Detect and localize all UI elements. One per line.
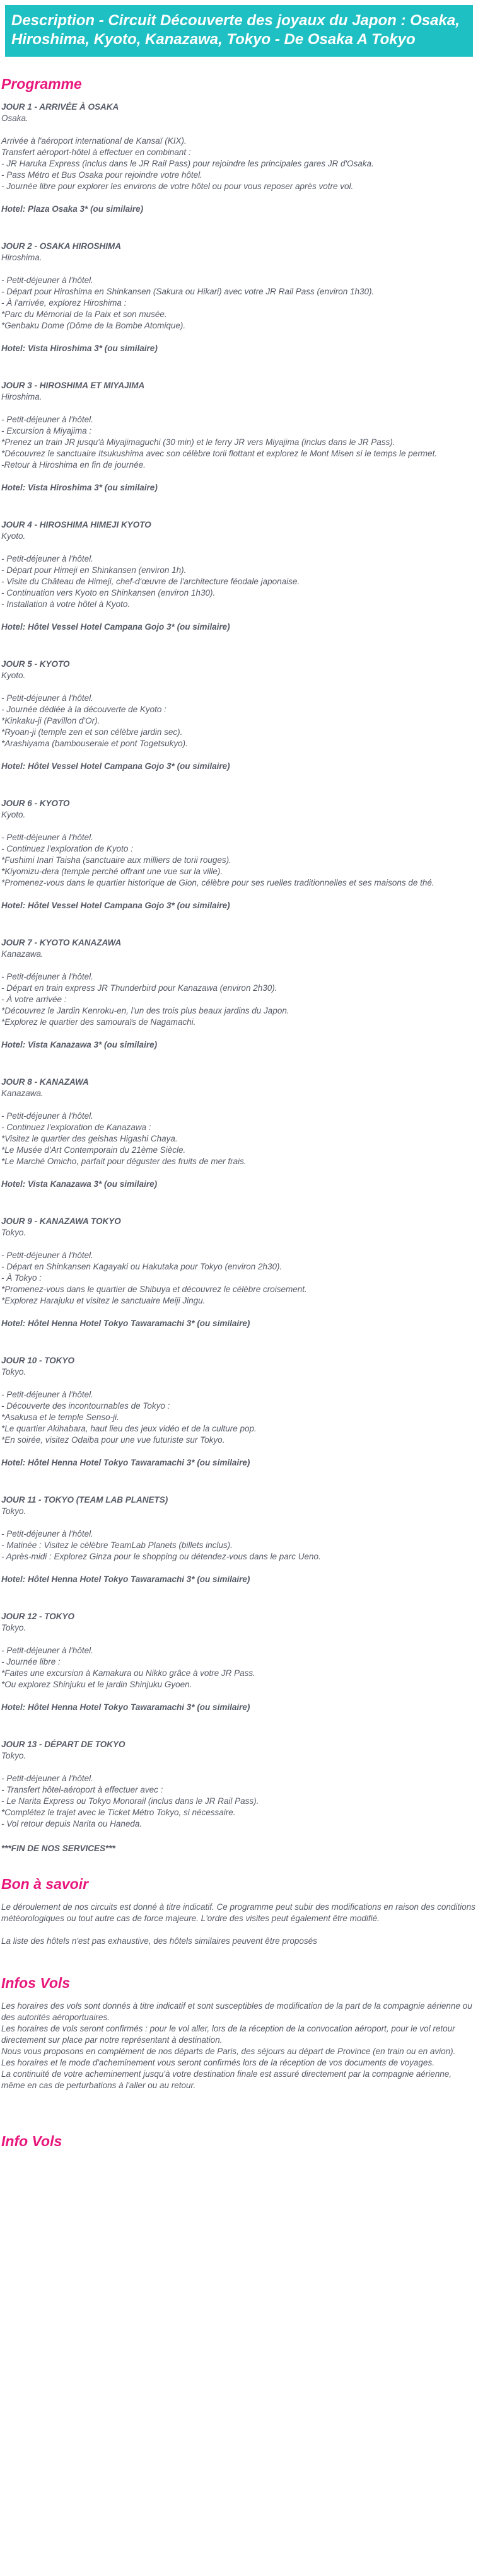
day-line: *Explorez le quartier des samouraïs de Nagamachi. xyxy=(1,1017,196,1027)
day-line: - JR Haruka Express (inclus dans le JR Rail Pass) pour rejoindre les principales gares JR d'Osaka. xyxy=(1,159,374,168)
day-line: - Continuez l'exploration de Kanazawa : xyxy=(1,1123,151,1132)
day-line: *Fushimi Inari Taisha (sanctuaire aux milliers de torii rouges). xyxy=(1,855,231,865)
day-block xyxy=(1,519,477,633)
section-bon-a-savoir xyxy=(0,1876,478,1947)
day-line: *Le quartier Akihabara, haut lieu des jeux vidéo et de la culture pop. xyxy=(1,1424,257,1433)
section-programme xyxy=(0,76,478,1854)
day-hotel: Hotel: Hôtel Vessel Hotel Campana Gojo 3* (ou similaire) xyxy=(1,901,230,910)
day-city: Tokyo. xyxy=(1,1506,26,1516)
day-title: JOUR 1 - ARRIVÉE À OSAKA xyxy=(1,102,119,112)
day-line: - Petit-déjeuner à l'hôtel. xyxy=(1,415,93,424)
day-line: *Ou explorez Shinjuku et le jardin Shinjuku Gyoen. xyxy=(1,1680,192,1689)
day-hotel: Hotel: Hôtel Henna Hotel Tokyo Tawaramachi 3* (ou similaire) xyxy=(1,1702,250,1712)
day-title: JOUR 12 - TOKYO xyxy=(1,1612,75,1621)
day-city: Kyoto. xyxy=(1,531,26,541)
day-line: *Arashiyama (bambouseraie et pont Togetsukyo). xyxy=(1,739,188,748)
day-line: - Petit-déjeuner à l'hôtel. xyxy=(1,275,93,285)
day-line: *Prenez un train JR jusqu'à Miyajimaguchi (30 min) et le ferry JR vers Miyajima (inclus dans le JR Pass). xyxy=(1,437,395,447)
infos-vols-line: Les horaires de vols seront confirmés : pour le vol aller, lors de la réception de la convocation aéroport, pour le vol retour directement sur place par notre représentant à destination. xyxy=(1,2024,455,2045)
day-city: Kanazawa. xyxy=(1,949,44,959)
day-line: - Pass Métro et Bus Osaka pour rejoindre votre hôtel. xyxy=(1,170,202,180)
day-line: - Petit-déjeuner à l'hôtel. xyxy=(1,1111,93,1121)
infos-vols-line: La continuité de votre acheminement jusqu'à votre destination finale est assuré directement par la compagnie aérienne, même en cas de perturbations à l'aller ou au retour. xyxy=(1,2069,452,2090)
day-hotel: Hotel: Hôtel Henna Hotel Tokyo Tawaramachi 3* (ou similaire) xyxy=(1,1574,250,1584)
day-city: Osaka. xyxy=(1,113,28,123)
day-line: *Promenez-vous dans le quartier historique de Gion, célèbre pour ses ruelles traditionnelles et ses maisons de thé. xyxy=(1,878,434,887)
day-hotel: Hotel: Hôtel Henna Hotel Tokyo Tawaramachi 3* (ou similaire) xyxy=(1,1319,250,1328)
page-title: Description - Circuit Découverte des joyaux du Japon : Osaka, Hiroshima, Kyoto, Kanazawa, Tokyo - De Osaka A Tokyo xyxy=(11,12,460,48)
end-of-services: ***FIN DE NOS SERVICES*** xyxy=(1,1844,115,1853)
day-line: - Petit-déjeuner à l'hôtel. xyxy=(1,833,93,842)
day-line: *En soirée, visitez Odaiba pour une vue futuriste sur Tokyo. xyxy=(1,1435,225,1445)
day-line: - Continuation vers Kyoto en Shinkansen (environ 1h30). xyxy=(1,588,216,598)
day-line: - Petit-déjeuner à l'hôtel. xyxy=(1,1646,93,1655)
day-line: - Départ en Shinkansen Kagayaki ou Hakutaka pour Tokyo (environ 2h30). xyxy=(1,1262,283,1271)
day-line: - Journée dédiée à la découverte de Kyoto : xyxy=(1,705,166,714)
day-line: - Petit-déjeuner à l'hôtel. xyxy=(1,1529,93,1539)
day-line: - Vol retour depuis Narita ou Haneda. xyxy=(1,1819,143,1828)
day-block xyxy=(1,1355,477,1469)
day-hotel: Hotel: Vista Kanazawa 3* (ou similaire) xyxy=(1,1040,158,1049)
day-line: *Genbaku Dome (Dôme de la Bombe Atomique). xyxy=(1,321,186,330)
infos-vols-text xyxy=(0,2001,478,2091)
day-line: *Faites une excursion à Kamakura ou Nikko grâce à votre JR Pass. xyxy=(1,1668,255,1678)
day-title: JOUR 13 - DÉPART DE TOKYO xyxy=(1,1740,125,1749)
day-line: - À votre arrivée : xyxy=(1,995,67,1004)
day-line: *Découvrez le sanctuaire Itsukushima avec son célèbre torii flottant et explorez le Mont Misen si le temps le permet. xyxy=(1,449,438,458)
day-hotel: Hotel: Hôtel Vessel Hotel Campana Gojo 3* (ou similaire) xyxy=(1,622,230,632)
day-line: *Découvrez le Jardin Kenroku-en, l'un des trois plus beaux jardins du Japon. xyxy=(1,1006,289,1015)
day-title: JOUR 10 - TOKYO xyxy=(1,1356,75,1365)
day-line: - Transfert hôtel-aéroport à effectuer avec : xyxy=(1,1785,163,1794)
bon-a-savoir-paragraph: Le déroulement de nos circuits est donné à titre indicatif. Ce programme peut subir des modifications en raison des conditions météorologiques ou tout autre cas de force majeure. L'ordre des visites peut également être modifié. xyxy=(1,1902,475,1923)
day-hotel: Hotel: Vista Hiroshima 3* (ou similaire) xyxy=(1,483,158,492)
day-line: *Le Musée d'Art Contemporain du 21ème Siècle. xyxy=(1,1145,186,1155)
day-city: Tokyo. xyxy=(1,1228,26,1237)
day-line: - Découverte des incontournables de Tokyo : xyxy=(1,1401,170,1411)
day-line: *Kiyomizu-dera (temple perché offrant une vue sur la ville). xyxy=(1,867,223,876)
day-title: JOUR 2 - OSAKA HIROSHIMA xyxy=(1,241,122,251)
infos-vols-title: Infos Vols xyxy=(1,1975,71,1991)
day-line: *Parc du Mémorial de la Paix et son musée. xyxy=(1,309,167,319)
day-city: Tokyo. xyxy=(1,1367,26,1377)
day-line: *Ryoan-ji (temple zen et son célèbre jardin sec). xyxy=(1,727,183,737)
day-line: - Petit-déjeuner à l'hôtel. xyxy=(1,1250,93,1260)
day-line: - Installation à votre hôtel à Kyoto. xyxy=(1,599,131,609)
infos-vols-line: Nous vous proposons en complément de nos départs de Paris, des séjours au départ de Province (en train ou en avion). xyxy=(1,2047,456,2056)
day-line: *Asakusa et le temple Senso-ji. xyxy=(1,1412,119,1422)
day-line: *Explorez Harajuku et visitez le sanctuaire Meiji Jingu. xyxy=(1,1296,206,1305)
day-city: Tokyo. xyxy=(1,1751,26,1760)
day-hotel: Hotel: Vista Kanazawa 3* (ou similaire) xyxy=(1,1179,158,1189)
bon-a-savoir-paragraph: La liste des hôtels n'est pas exhaustive, des hôtels similaires peuvent être proposés xyxy=(1,1936,317,1946)
day-line: - Petit-déjeuner à l'hôtel. xyxy=(1,554,93,563)
day-hotel: Hotel: Hôtel Henna Hotel Tokyo Tawaramachi 3* (ou similaire) xyxy=(1,1458,250,1467)
day-line: *Complétez le trajet avec le Ticket Métro Tokyo, si nécessaire. xyxy=(1,1808,236,1817)
day-block xyxy=(1,1611,477,1713)
day-city: Hiroshima. xyxy=(1,392,42,401)
day-block xyxy=(1,659,477,772)
day-title: JOUR 8 - KANAZAWA xyxy=(1,1077,89,1087)
section-info-vols xyxy=(0,2133,478,2150)
day-city: Kyoto. xyxy=(1,671,26,680)
day-line: Arrivée à l'aéroport international de Kansaï (KIX). xyxy=(1,136,187,146)
day-title: JOUR 4 - HIROSHIMA HIMEJI KYOTO xyxy=(1,520,151,529)
day-line: - Petit-déjeuner à l'hôtel. xyxy=(1,972,93,981)
day-line: - Matinée : Visitez le célèbre TeamLab Planets (billets inclus). xyxy=(1,1540,233,1550)
bon-a-savoir-title: Bon à savoir xyxy=(1,1876,89,1892)
infos-vols-line: Les horaires et le mode d'acheminement vous seront confirmés lors de la réception de vos documents de voyages. xyxy=(1,2058,434,2067)
day-title: JOUR 6 - KYOTO xyxy=(1,799,70,808)
day-block xyxy=(1,1216,477,1329)
day-line: - Journée libre : xyxy=(1,1657,61,1666)
day-title: JOUR 7 - KYOTO KANAZAWA xyxy=(1,938,122,947)
day-city: Hiroshima. xyxy=(1,253,42,262)
infos-vols-line: Les horaires des vols sont donnés à titre indicatif et sont susceptibles de modification de la part de la compagnie aérienne ou des autorités aéroportuaires. xyxy=(1,2001,472,2022)
day-line: Transfert aéroport-hôtel à effectuer en combinant : xyxy=(1,147,191,157)
day-title: JOUR 9 - KANAZAWA TOKYO xyxy=(1,1216,121,1226)
day-title: JOUR 11 - TOKYO (TEAM LAB PLANETS) xyxy=(1,1495,168,1505)
day-line: - Petit-déjeuner à l'hôtel. xyxy=(1,693,93,703)
day-line: - Continuez l'exploration de Kyoto : xyxy=(1,844,133,853)
banner xyxy=(5,5,473,57)
day-city: Kanazawa. xyxy=(1,1089,44,1098)
day-line: -Retour à Hiroshima en fin de journée. xyxy=(1,460,146,470)
day-line: - À l'arrivée, explorez Hiroshima : xyxy=(1,298,127,308)
day-line: - Départ en train express JR Thunderbird pour Kanazawa (environ 2h30). xyxy=(1,983,277,993)
day-line: - À Tokyo : xyxy=(1,1273,42,1283)
day-block xyxy=(1,1494,477,1585)
day-hotel: Hotel: Vista Hiroshima 3* (ou similaire) xyxy=(1,344,158,353)
day-block xyxy=(1,1739,477,1830)
day-block xyxy=(1,937,477,1051)
info-vols-title: Info Vols xyxy=(1,2133,62,2149)
day-block xyxy=(1,798,477,911)
day-block xyxy=(1,241,477,354)
day-city: Kyoto. xyxy=(1,810,26,819)
bon-a-savoir-text xyxy=(0,1902,478,1947)
day-hotel: Hotel: Hôtel Vessel Hotel Campana Gojo 3* (ou similaire) xyxy=(1,761,230,771)
day-line: - Excursion à Miyajima : xyxy=(1,426,92,436)
day-block xyxy=(1,101,477,215)
day-line: - Journée libre pour explorer les environs de votre hôtel ou pour vous reposer après votre vol. xyxy=(1,182,354,191)
programme-title: Programme xyxy=(1,76,82,92)
day-line: *Kinkaku-ji (Pavillon d'Or). xyxy=(1,716,100,725)
section-infos-vols xyxy=(0,1975,478,2091)
day-title: JOUR 5 - KYOTO xyxy=(1,659,70,669)
day-line: *Promenez-vous dans le quartier de Shibuya et découvrez le célèbre croisement. xyxy=(1,1285,307,1294)
day-line: - Départ pour Hiroshima en Shinkansen (Sakura ou Hikari) avec votre JR Rail Pass (environ 1h30). xyxy=(1,287,375,296)
day-line: - Visite du Château de Himeji, chef-d'œuvre de l'architecture féodale japonaise. xyxy=(1,577,300,586)
day-hotel: Hotel: Plaza Osaka 3* (ou similaire) xyxy=(1,204,144,214)
day-block xyxy=(1,1077,477,1190)
day-line: - Le Narita Express ou Tokyo Monorail (inclus dans le JR Rail Pass). xyxy=(1,1796,259,1806)
day-block xyxy=(1,380,477,494)
day-line: - Départ pour Himeji en Shinkansen (environ 1h). xyxy=(1,565,187,575)
days-list xyxy=(0,101,478,1830)
day-line: *Visitez le quartier des geishas Higashi Chaya. xyxy=(1,1134,178,1143)
day-line: *Le Marché Omicho, parfait pour déguster des fruits de mer frais. xyxy=(1,1157,247,1166)
day-line: - Après-midi : Explorez Ginza pour le shopping ou détendez-vous dans le parc Ueno. xyxy=(1,1552,321,1561)
day-line: - Petit-déjeuner à l'hôtel. xyxy=(1,1390,93,1399)
day-title: JOUR 3 - HIROSHIMA ET MIYAJIMA xyxy=(1,381,145,390)
day-line: - Petit-déjeuner à l'hôtel. xyxy=(1,1774,93,1783)
day-city: Tokyo. xyxy=(1,1623,26,1632)
